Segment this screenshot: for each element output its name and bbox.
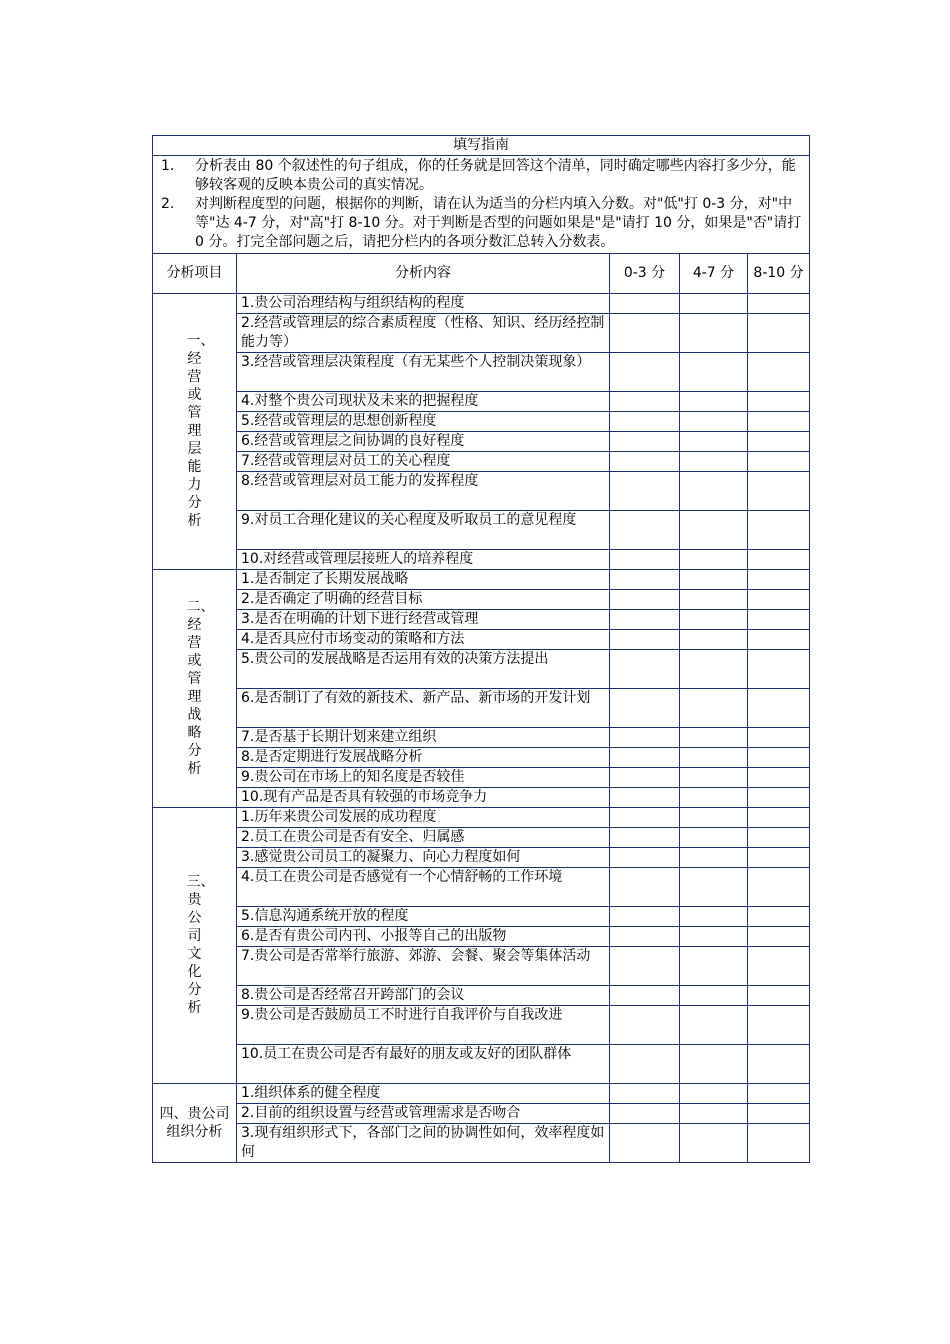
score-cell-high[interactable] — [748, 1006, 810, 1045]
score-cell-high[interactable] — [748, 590, 810, 610]
score-cell-high[interactable] — [748, 947, 810, 986]
header-score-mid: 4-7 分 — [680, 254, 748, 294]
score-cell-mid[interactable] — [680, 1006, 748, 1045]
score-cell-mid[interactable] — [680, 808, 748, 828]
table-row — [153, 650, 810, 689]
score-cell-low[interactable] — [610, 947, 680, 986]
score-cell-low[interactable] — [610, 768, 680, 788]
score-cell-low[interactable] — [610, 392, 680, 412]
score-cell-low[interactable] — [610, 511, 680, 550]
guide-item-text: 对判断程度型的问题，根据你的判断，请在认为适当的分栏内填入分数。对"低"打 0-3 分，对"中等"达 4-7 分，对"高"打 8-10 分。对于判断是否型的问题如果是"是"请打 10 分，如果是"否"请打 0 分。打完全部问题之后，请把分栏内的各项分数汇总转入分数表。 — [195, 196, 802, 250]
score-cell-high[interactable] — [748, 412, 810, 432]
score-cell-low[interactable] — [610, 927, 680, 947]
score-cell-mid[interactable] — [680, 452, 748, 472]
table-row — [153, 748, 810, 768]
guide-item-text: 分析表由 80 个叙述性的句子组成，你的任务就是回答这个清单，同时确定哪些内容打多少分，能够较客观的反映本贵公司的真实情况。 — [195, 158, 796, 193]
score-cell-low[interactable] — [610, 808, 680, 828]
score-cell-high[interactable] — [748, 353, 810, 392]
item-text: 5.经营或管理层的思想创新程度 — [237, 412, 610, 432]
item-text: 2.员工在贵公司是否有安全、归属感 — [237, 828, 610, 848]
item-text: 8.经营或管理层对员工能力的发挥程度 — [237, 472, 610, 511]
score-cell-mid[interactable] — [680, 550, 748, 570]
item-text: 4.是否具应付市场变动的策略和方法 — [237, 630, 610, 650]
score-cell-low[interactable] — [610, 353, 680, 392]
score-cell-low[interactable] — [610, 689, 680, 728]
score-cell-mid[interactable] — [680, 472, 748, 511]
table-row — [153, 788, 810, 808]
score-cell-low[interactable] — [610, 550, 680, 570]
table-row — [153, 808, 810, 828]
score-cell-low[interactable] — [610, 1104, 680, 1124]
table-row — [153, 392, 810, 412]
table-row — [153, 848, 810, 868]
score-cell-mid[interactable] — [680, 1104, 748, 1124]
score-cell-high[interactable] — [748, 630, 810, 650]
score-cell-high[interactable] — [748, 432, 810, 452]
item-text: 7.是否基于长期计划来建立组织 — [237, 728, 610, 748]
item-text: 10.对经营或管理层接班人的培养程度 — [237, 550, 610, 570]
table-row — [153, 294, 810, 314]
table-row — [153, 947, 810, 986]
score-cell-low[interactable] — [610, 630, 680, 650]
score-cell-low[interactable] — [610, 590, 680, 610]
score-cell-low[interactable] — [610, 432, 680, 452]
table-row — [153, 907, 810, 927]
header-item: 分析项目 — [153, 254, 237, 294]
score-cell-high[interactable] — [748, 392, 810, 412]
score-cell-high[interactable] — [748, 1124, 810, 1163]
table-row — [153, 689, 810, 728]
score-cell-mid[interactable] — [680, 1124, 748, 1163]
table-row — [153, 828, 810, 848]
score-cell-high[interactable] — [748, 728, 810, 748]
score-cell-mid[interactable] — [680, 788, 748, 808]
item-text: 3.感觉贵公司员工的凝聚力、向心力程度如何 — [237, 848, 610, 868]
score-cell-low[interactable] — [610, 788, 680, 808]
guide-title: 填写指南 — [153, 136, 810, 156]
score-cell-low[interactable] — [610, 570, 680, 590]
score-cell-high[interactable] — [748, 314, 810, 353]
item-text: 4.对整个贵公司现状及未来的把握程度 — [237, 392, 610, 412]
score-cell-high[interactable] — [748, 650, 810, 689]
score-cell-low[interactable] — [610, 1124, 680, 1163]
score-cell-low[interactable] — [610, 1006, 680, 1045]
table-row — [153, 353, 810, 392]
score-cell-mid[interactable] — [680, 768, 748, 788]
table-row — [153, 1045, 810, 1084]
table-row — [153, 868, 810, 907]
item-text: 5.信息沟通系统开放的程度 — [237, 907, 610, 927]
item-text: 1.组织体系的健全程度 — [237, 1084, 610, 1104]
item-text: 5.贵公司的发展战略是否运用有效的决策方法提出 — [237, 650, 610, 689]
score-cell-high[interactable] — [748, 550, 810, 570]
table-row — [153, 1124, 810, 1163]
score-cell-low[interactable] — [610, 294, 680, 314]
score-cell-high[interactable] — [748, 511, 810, 550]
guide-item-number: 2. — [161, 196, 175, 212]
score-cell-high[interactable] — [748, 610, 810, 630]
score-cell-low[interactable] — [610, 986, 680, 1006]
score-cell-mid[interactable] — [680, 610, 748, 630]
score-cell-high[interactable] — [748, 748, 810, 768]
score-cell-mid[interactable] — [680, 728, 748, 748]
table-row — [153, 550, 810, 570]
score-cell-high[interactable] — [748, 472, 810, 511]
score-cell-mid[interactable] — [680, 868, 748, 907]
table-row — [153, 432, 810, 452]
score-cell-mid[interactable] — [680, 630, 748, 650]
table-row — [153, 1006, 810, 1045]
header-content: 分析内容 — [237, 254, 610, 294]
item-text: 8.是否定期进行发展战略分析 — [237, 748, 610, 768]
guide-item — [159, 195, 803, 252]
score-cell-low[interactable] — [610, 828, 680, 848]
score-cell-low[interactable] — [610, 610, 680, 630]
header-score-low: 0-3 分 — [610, 254, 680, 294]
item-text: 6.是否有贵公司内刊、小报等自己的出版物 — [237, 927, 610, 947]
table-row — [153, 511, 810, 550]
item-text: 9.贵公司在市场上的知名度是否较佳 — [237, 768, 610, 788]
score-cell-mid[interactable] — [680, 848, 748, 868]
score-cell-mid[interactable] — [680, 1045, 748, 1084]
score-cell-high[interactable] — [748, 1045, 810, 1084]
score-cell-mid[interactable] — [680, 353, 748, 392]
analysis-table — [152, 135, 810, 1163]
analysis-form — [152, 135, 809, 1163]
score-cell-high[interactable] — [748, 452, 810, 472]
item-text: 6.是否制订了有效的新技术、新产品、新市场的开发计划 — [237, 689, 610, 728]
item-text: 1.历年来贵公司发展的成功程度 — [237, 808, 610, 828]
item-text: 9.对员工合理化建议的关心程度及听取员工的意见程度 — [237, 511, 610, 550]
table-row — [153, 472, 810, 511]
score-cell-mid[interactable] — [680, 828, 748, 848]
guide-item-number: 1. — [161, 158, 175, 174]
score-cell-high[interactable] — [748, 768, 810, 788]
item-text: 2.是否确定了明确的经营目标 — [237, 590, 610, 610]
item-text: 7.经营或管理层对员工的关心程度 — [237, 452, 610, 472]
score-cell-high[interactable] — [748, 294, 810, 314]
item-text: 1.是否制定了长期发展战略 — [237, 570, 610, 590]
table-row — [153, 590, 810, 610]
item-text: 10.现有产品是否具有较强的市场竞争力 — [237, 788, 610, 808]
table-row — [153, 728, 810, 748]
score-cell-mid[interactable] — [680, 294, 748, 314]
score-cell-high[interactable] — [748, 1084, 810, 1104]
table-row — [153, 610, 810, 630]
score-cell-low[interactable] — [610, 728, 680, 748]
item-text: 3.是否在明确的计划下进行经营或管理 — [237, 610, 610, 630]
table-row — [153, 314, 810, 353]
score-cell-low[interactable] — [610, 412, 680, 432]
guide-instructions — [153, 156, 810, 254]
score-cell-mid[interactable] — [680, 689, 748, 728]
score-cell-mid[interactable] — [680, 748, 748, 768]
score-cell-low[interactable] — [610, 452, 680, 472]
item-text: 10.员工在贵公司是否有最好的朋友或友好的团队群体 — [237, 1045, 610, 1084]
table-row — [153, 768, 810, 788]
score-cell-low[interactable] — [610, 1045, 680, 1084]
table-row — [153, 1084, 810, 1104]
score-cell-low[interactable] — [610, 314, 680, 353]
score-cell-low[interactable] — [610, 748, 680, 768]
score-cell-high[interactable] — [748, 868, 810, 907]
score-cell-high[interactable] — [748, 907, 810, 927]
score-cell-mid[interactable] — [680, 511, 748, 550]
table-row — [153, 412, 810, 432]
section-label: 三、贵公司文化分析 — [153, 808, 237, 1084]
score-cell-mid[interactable] — [680, 590, 748, 610]
score-cell-high[interactable] — [748, 570, 810, 590]
item-text: 2.目前的组织设置与经营或管理需求是否吻合 — [237, 1104, 610, 1124]
item-text: 9.贵公司是否鼓励员工不时进行自我评价与自我改进 — [237, 1006, 610, 1045]
item-text: 7.贵公司是否常举行旅游、郊游、会餐、聚会等集体活动 — [237, 947, 610, 986]
table-row — [153, 452, 810, 472]
score-cell-high[interactable] — [748, 927, 810, 947]
score-cell-high[interactable] — [748, 828, 810, 848]
item-text: 6.经营或管理层之间协调的良好程度 — [237, 432, 610, 452]
score-cell-high[interactable] — [748, 1104, 810, 1124]
section-label: 二、经营或管理战略分析 — [153, 570, 237, 808]
score-cell-high[interactable] — [748, 986, 810, 1006]
item-text: 2.经营或管理层的综合素质程度（性格、知识、经历经控制能力等） — [237, 314, 610, 353]
score-cell-mid[interactable] — [680, 947, 748, 986]
item-text: 4.员工在贵公司是否感觉有一个心情舒畅的工作环境 — [237, 868, 610, 907]
item-text: 8.贵公司是否经常召开跨部门的会议 — [237, 986, 610, 1006]
table-row — [153, 630, 810, 650]
score-cell-mid[interactable] — [680, 907, 748, 927]
table-row — [153, 927, 810, 947]
item-text: 3.经营或管理层决策程度（有无某些个人控制决策现象） — [237, 353, 610, 392]
item-text: 1.贵公司治理结构与组织结构的程度 — [237, 294, 610, 314]
score-cell-low[interactable] — [610, 472, 680, 511]
score-cell-high[interactable] — [748, 848, 810, 868]
section-label: 四、贵公司组织分析 — [153, 1084, 237, 1163]
header-score-high: 8-10 分 — [748, 254, 810, 294]
guide-item — [159, 157, 803, 195]
score-cell-low[interactable] — [610, 868, 680, 907]
score-cell-mid[interactable] — [680, 927, 748, 947]
score-cell-mid[interactable] — [680, 412, 748, 432]
score-cell-high[interactable] — [748, 808, 810, 828]
score-cell-high[interactable] — [748, 689, 810, 728]
table-row — [153, 570, 810, 590]
score-cell-mid[interactable] — [680, 314, 748, 353]
score-cell-mid[interactable] — [680, 432, 748, 452]
section-label: 一、经营或管理层能力分析 — [153, 294, 237, 570]
score-cell-mid[interactable] — [680, 650, 748, 689]
score-cell-high[interactable] — [748, 788, 810, 808]
item-text: 3.现有组织形式下，各部门之间的协调性如何，效率程度如何 — [237, 1124, 610, 1163]
score-cell-low[interactable] — [610, 848, 680, 868]
score-cell-low[interactable] — [610, 650, 680, 689]
score-cell-low[interactable] — [610, 1084, 680, 1104]
table-row — [153, 986, 810, 1006]
score-cell-mid[interactable] — [680, 392, 748, 412]
table-row — [153, 1104, 810, 1124]
score-cell-mid[interactable] — [680, 1084, 748, 1104]
score-cell-mid[interactable] — [680, 986, 748, 1006]
score-cell-mid[interactable] — [680, 570, 748, 590]
score-cell-low[interactable] — [610, 907, 680, 927]
